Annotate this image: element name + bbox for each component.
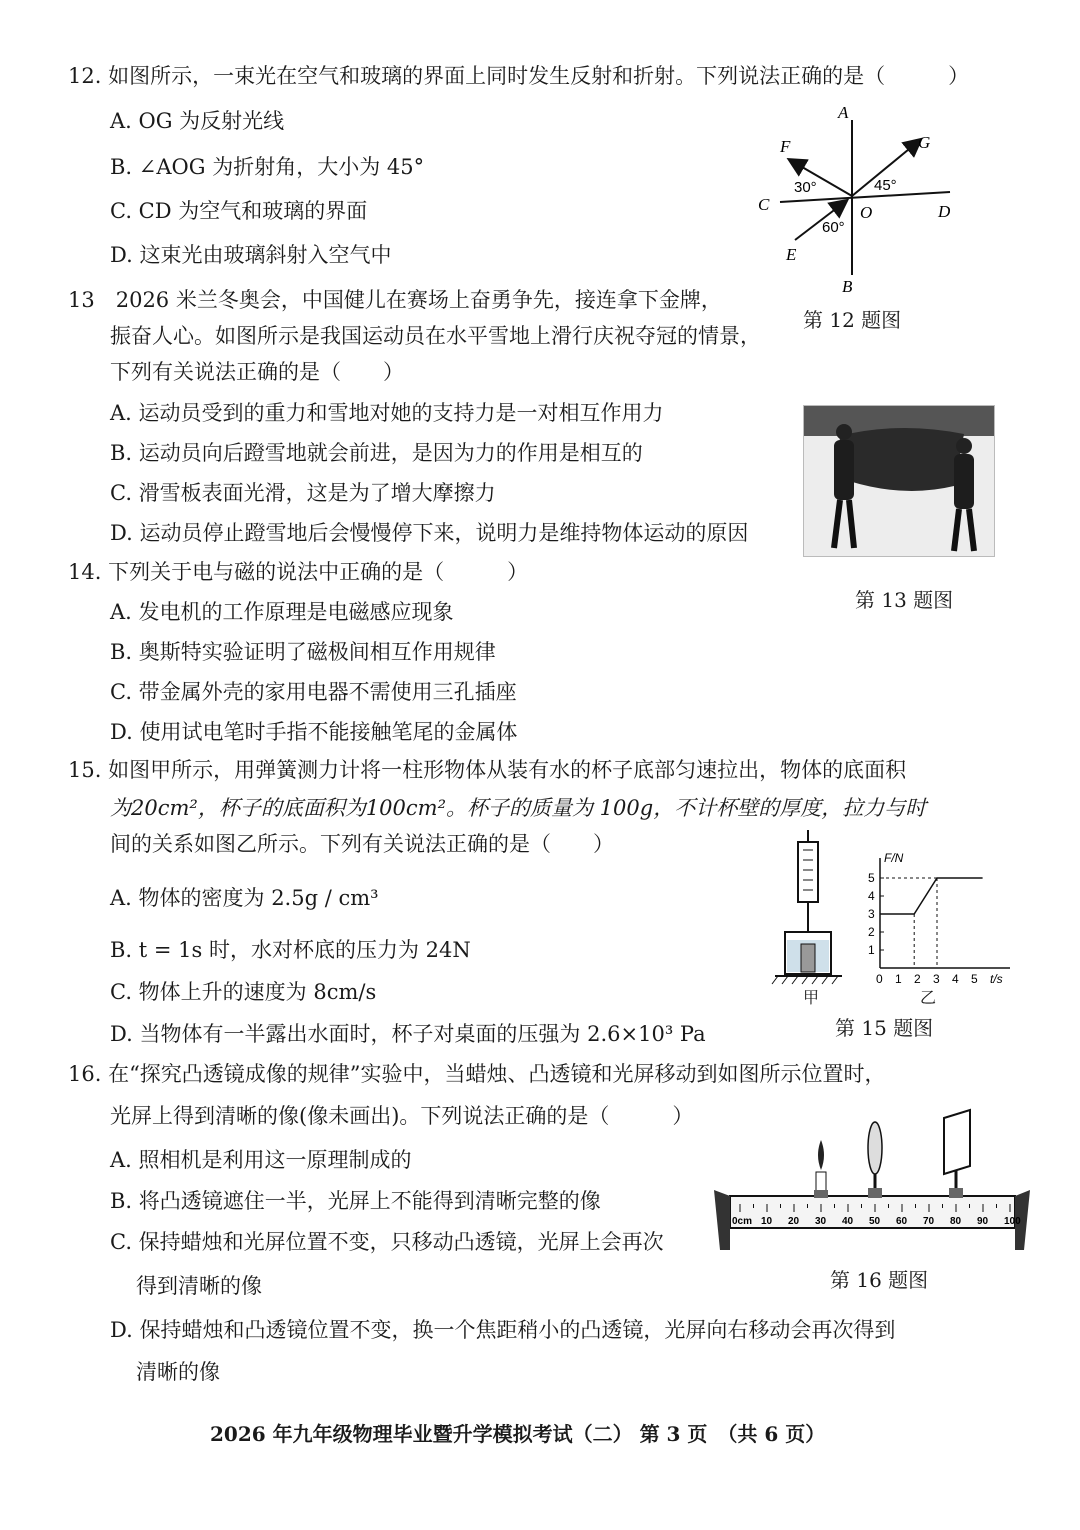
angle-45: 45° [874, 177, 897, 194]
q12-option-d: D. 这束光由玻璃斜射入空气中 [110, 243, 392, 267]
angle-30: 30° [794, 179, 817, 196]
graph-x-tick: 0 [876, 972, 883, 986]
scale-label: 80 [950, 1216, 962, 1227]
graph-y-label: F/N [884, 851, 904, 865]
q15-stem-line1: 15. 如图甲所示，用弹簧测力计将一柱形物体从装有水的杯子底部匀速拉出，物体的底面积 [68, 758, 907, 782]
q13-stem-line2: 振奋人心。如图所示是我国运动员在水平雪地上滑行庆祝夺冠的情景， [110, 324, 761, 348]
scale-label: 90 [977, 1216, 989, 1227]
q14-option-c: C. 带金属外壳的家用电器不需使用三孔插座 [110, 680, 517, 704]
q15-label-jia: 甲 [803, 988, 820, 1007]
scale-label: 10 [761, 1216, 773, 1227]
q13-stem-line3: 下列有关说法正确的是（ ） [110, 360, 404, 384]
scale-label: 60 [896, 1216, 908, 1227]
q14-option-b: B. 奥斯特实验证明了磁极间相互作用规律 [110, 640, 496, 664]
q13-stem-line1: 13 2026 米兰冬奥会，中国健儿在赛场上奋勇争先，接连拿下金牌， [68, 288, 722, 312]
label-c: C [758, 195, 770, 214]
athlete-right-head [956, 438, 972, 454]
angle-60: 60° [822, 219, 845, 236]
athlete-left-head [836, 424, 852, 440]
label-f: F [780, 137, 791, 156]
convex-lens [868, 1122, 882, 1174]
graph-y-tick: 3 [868, 907, 875, 921]
label-b: B [842, 277, 853, 296]
q16-option-a: A. 照相机是利用这一原理制成的 [110, 1148, 412, 1172]
q15-option-c: C. 物体上升的速度为 8cm/s [110, 980, 377, 1004]
q15-label-yi: 乙 [920, 988, 937, 1007]
q12-option-b: B. ∠AOG 为折射角，大小为 45° [110, 155, 425, 179]
lens-holder [868, 1188, 882, 1198]
q16-stem-line1: 16. 在“探究凸透镜成像的规律”实验中，当蜡烛、凸透镜和光屏移动到如图所示位置时， [68, 1062, 886, 1086]
q13-option-a: A. 运动员受到的重力和雪地对她的支持力是一对相互作用力 [110, 401, 664, 425]
graph-y-tick: 2 [868, 925, 875, 939]
q15-spring-scale-figure [770, 830, 850, 990]
scale-label: 20 [788, 1216, 800, 1227]
label-d: D [938, 202, 951, 221]
scale-label: 70 [923, 1216, 935, 1227]
graph-force-line [880, 878, 983, 914]
cylinder-object [801, 944, 815, 972]
q13-option-b: B. 运动员向后蹬雪地就会前进，是因为力的作用是相互的 [110, 441, 643, 465]
q16-optical-bench-figure [712, 1100, 1032, 1255]
candle-flame [818, 1140, 824, 1170]
label-e: E [786, 245, 797, 264]
scale-label: 30 [815, 1216, 827, 1227]
q13-option-d: D. 运动员停止蹬雪地后会慢慢停下来，说明力是维持物体运动的原因 [110, 521, 749, 545]
q12-option-a: A. OG 为反射光线 [110, 109, 285, 133]
label-g: G [918, 133, 931, 152]
graph-y-tick: 4 [868, 889, 875, 903]
screen-holder [949, 1188, 963, 1198]
graph-y-tick: 5 [868, 871, 875, 885]
label-o: O [860, 203, 873, 222]
q15-figure-caption: 第 15 题图 [835, 1016, 934, 1040]
q14-option-d: D. 使用试电笔时手指不能接触笔尾的金属体 [110, 720, 518, 744]
graph-x-tick: 5 [971, 972, 978, 986]
q12-stem: 12. 如图所示，一束光在空气和玻璃的界面上同时发生反射和折射。下列说法正确的是（ ） [68, 64, 970, 88]
graph-x-tick: 4 [952, 972, 959, 986]
q16-option-d: D. 保持蜡烛和凸透镜位置不变，换一个焦距稍小的凸透镜，光屏向右移动会再次得到 [110, 1318, 896, 1342]
graph-y-tick: 1 [868, 943, 875, 957]
q16-stem-line2: 光屏上得到清晰的像(像未画出)。下列说法正确的是（ ） [110, 1104, 694, 1128]
page-footer: 2026 年九年级物理毕业暨升学模拟考试（二） 第 3 页 （共 6 页） [210, 1422, 826, 1446]
q16-option-c: C. 保持蜡烛和光屏位置不变，只移动凸透镜，光屏上会再次 [110, 1230, 664, 1254]
q16-option-c-cont: 得到清晰的像 [136, 1274, 262, 1298]
q15-stem-line2: 为20cm²，杯子的底面积为100cm²。杯子的质量为 100g，不计杯壁的厚度，拉力与时 [110, 796, 927, 820]
q14-option-a: A. 发电机的工作原理是电磁感应现象 [110, 600, 454, 624]
graph-x-tick: 3 [933, 972, 940, 986]
q16-figure-caption: 第 16 题图 [830, 1268, 929, 1292]
q13-figure-caption: 第 13 题图 [855, 588, 954, 612]
q15-option-b: B. t = 1s 时，水对杯底的压力为 24N [110, 938, 471, 962]
scale-label: 100 [1004, 1216, 1021, 1227]
spring-scale-body [798, 842, 818, 902]
q12-option-c: C. CD 为空气和玻璃的界面 [110, 199, 368, 223]
q15-stem-line3: 间的关系如图乙所示。下列有关说法正确的是（ ） [110, 832, 614, 856]
graph-x-tick: 2 [914, 972, 921, 986]
graph-x-label: t/s [990, 972, 1003, 986]
q15-force-time-graph [860, 848, 1020, 988]
q12-light-diagram [750, 100, 980, 300]
q16-option-b: B. 将凸透镜遮住一半，光屏上不能得到清晰完整的像 [110, 1189, 601, 1213]
light-screen [944, 1110, 970, 1174]
scale-label: 50 [869, 1216, 881, 1227]
q16-option-d-cont: 清晰的像 [136, 1360, 220, 1384]
candle-holder [814, 1190, 828, 1198]
graph-x-tick: 1 [895, 972, 902, 986]
scale-label: 40 [842, 1216, 854, 1227]
q13-option-c: C. 滑雪板表面光滑，这是为了增大摩擦力 [110, 481, 496, 505]
q13-athletes-photo [803, 405, 995, 557]
q15-option-d: D. 当物体有一半露出水面时，杯子对桌面的压强为 2.6×10³ Pa [110, 1022, 706, 1046]
q14-stem: 14. 下列关于电与磁的说法中正确的是（ ） [68, 560, 529, 584]
q12-figure-caption: 第 12 题图 [803, 308, 902, 332]
scale-label: 0cm [732, 1216, 753, 1227]
bench-left-leg [714, 1190, 730, 1250]
q15-option-a: A. 物体的密度为 2.5g / cm³ [110, 886, 379, 910]
flag-shape [839, 428, 964, 491]
label-a: A [838, 103, 849, 122]
